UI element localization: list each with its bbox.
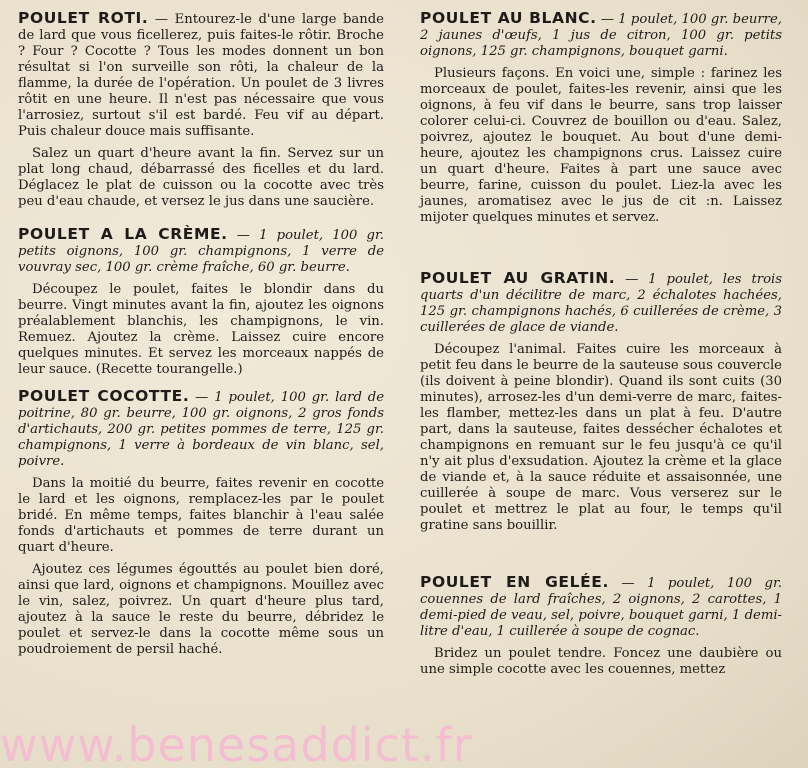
recipe-title: POULET AU GRATIN. [420,269,616,287]
recipe-ingredients: — 1 poulet, 100 gr. couennes de lard fraîches, 2 oignons, 2 carottes, 1 demi-pied de veau, sel, poivre, bouquet garni, 1 demi-litre d'eau, 1 cuillerée à soupe de cognac. [420,576,782,639]
watermark-text: www.benesaddict.fr [0,722,473,768]
recipe-heading [18,226,384,276]
recipe-title: POULET COCOTTE. [18,387,190,405]
recipe-ingredients: — 1 poulet, 100 gr. beurre, 2 jaunes d'œufs, 1 jus de citron, 100 gr. petits oignons, 125 gr. champignons, bouquet garni. [420,12,782,59]
recipe-paragraph: Ajoutez ces légumes égouttés au poulet bien doré, ainsi que lard, oignons et champignons. Mouillez avec le vin, salez, poivrez. Un quart d'heure plus tard, ajoutez à la sauce le reste du beurre, débridez le poulet et servez-le dans la cocotte même sous un poudroiement de persil haché. [18,562,384,657]
recipe-paragraph: Dans la moitié du beurre, faites revenir en cocotte le lard et les oignons, remplacez-les par le poulet bridé. En même temps, faites blanchir à l'eau salée fonds d'artichauts et pommes de terre durant un quart d'heure. [18,476,384,555]
recipe-heading [420,270,782,336]
recipe-heading [420,10,782,60]
recipe-heading [420,574,782,640]
recipe-title: POULET EN GELÉE. [420,573,609,591]
recipe-poulet-gratin [420,270,782,534]
recipe-paragraph: Bridez un poulet tendre. Foncez une daubière ou une simple cocotte avec les couennes, mettez [420,646,782,677]
recipe-paragraph: Plusieurs façons. En voici une, simple : farinez les morceaux de poulet, faites-les revenir, ainsi que les oignons, à feu vif dans le beurre, sans trop laisser colorer celui-ci. Couvrez de bouillon ou d'eau. Salez, poivrez, ajoutez le bouquet. Au bout d'une demi-heure, ajoutez les champignons crus. Laissez cuire un quart d'heure. Faites à part une sauce avec beurre, farine, cuisson du poulet. Liez-la avec les jaunes, aromatisez avec le jus de cit :n. Laissez mijoter quelques minutes et servez. [420,66,782,225]
left-column [18,10,384,658]
recipe-heading [18,10,384,140]
recipe-heading [18,388,384,470]
recipe-poulet-blanc [420,10,782,226]
recipe-poulet-cocotte [18,388,384,658]
right-column [420,10,782,678]
recipe-poulet-roti [18,10,384,210]
recipe-intro: — Entourez-le d'une large bande de lard que vous ficellerez, puis faites-le rôtir. Broche ? Four ? Cocotte ? Tous les modes donnent un bon résultat si l'on surveille son rôti, la chaleur de la flamme, la durée de l'opération. Un poulet de 3 livres rôtit en une heure. Il n'est pas nécessaire que vous l'arrosiez, surtout s'il est bardé. Feu vif au départ. Puis chaleur douce mais suffisante. [18,12,384,139]
recipe-poulet-gelee [420,574,782,678]
recipe-paragraph: Découpez le poulet, faites le blondir dans du beurre. Vingt minutes avant la fin, ajoutez les oignons préalablement blanchis, les champignons, le vin. Remuez. Ajoutez la crème. Laissez cuire encore quelques minutes. Et servez les morceaux nappés de leur sauce. (Recette tourangelle.) [18,282,384,377]
recipe-title: POULET ROTI. [18,9,149,27]
recipe-paragraph: Découpez l'animal. Faites cuire les morceaux à petit feu dans le beurre de la sauteuse sous couvercle (ils doivent à peine blondir). Quand ils sont cuits (30 minutes), arrosez-les d'un demi-verre de marc, faites-les flamber, mettez-les dans un plat à feu. D'autre part, dans la sauteuse, faites dessécher échalotes et champignons en remuant sur le feu jusqu'à ce qu'il n'y ait plus d'exsudation. Ajoutez la crème et la glace de viande et, à la sauce réduite et assaisonnée, une cuillerée à soupe de marc. Vous verserez sur le poulet et mettrez le plat au four, le temps qu'il gratine sans bouillir. [420,342,782,533]
recipe-title: POULET AU BLANC. [420,9,597,27]
recipe-ingredients: — 1 poulet, 100 gr. petits oignons, 100 gr. champignons, 1 verre de vouvray sec, 100 gr. crème fraîche, 60 gr. beurre. [18,228,384,275]
recipe-ingredients: — 1 poulet, 100 gr. lard de poitrine, 80 gr. beurre, 100 gr. oignons, 2 gros fonds d'artichauts, 200 gr. petites pommes de terre, 125 gr. champignons, 1 verre à bordeaux de vin blanc, sel, poivre. [18,390,385,469]
recipe-poulet-creme [18,226,384,378]
recipe-ingredients: — 1 poulet, les trois quarts d'un décilitre de marc, 2 échalotes hachées, 125 gr. champignons hachés, 6 cuillerées de crème, 3 cuillerées de glace de viande. [420,272,782,335]
recipe-paragraph: Salez un quart d'heure avant la fin. Servez sur un plat long chaud, débarrassé des ficelles et du lard. Déglacez le plat de cuisson ou la cocotte avec très peu d'eau chaude, et versez le jus dans une saucière. [18,146,384,209]
recipe-title: POULET A LA CRÈME. [18,225,228,243]
